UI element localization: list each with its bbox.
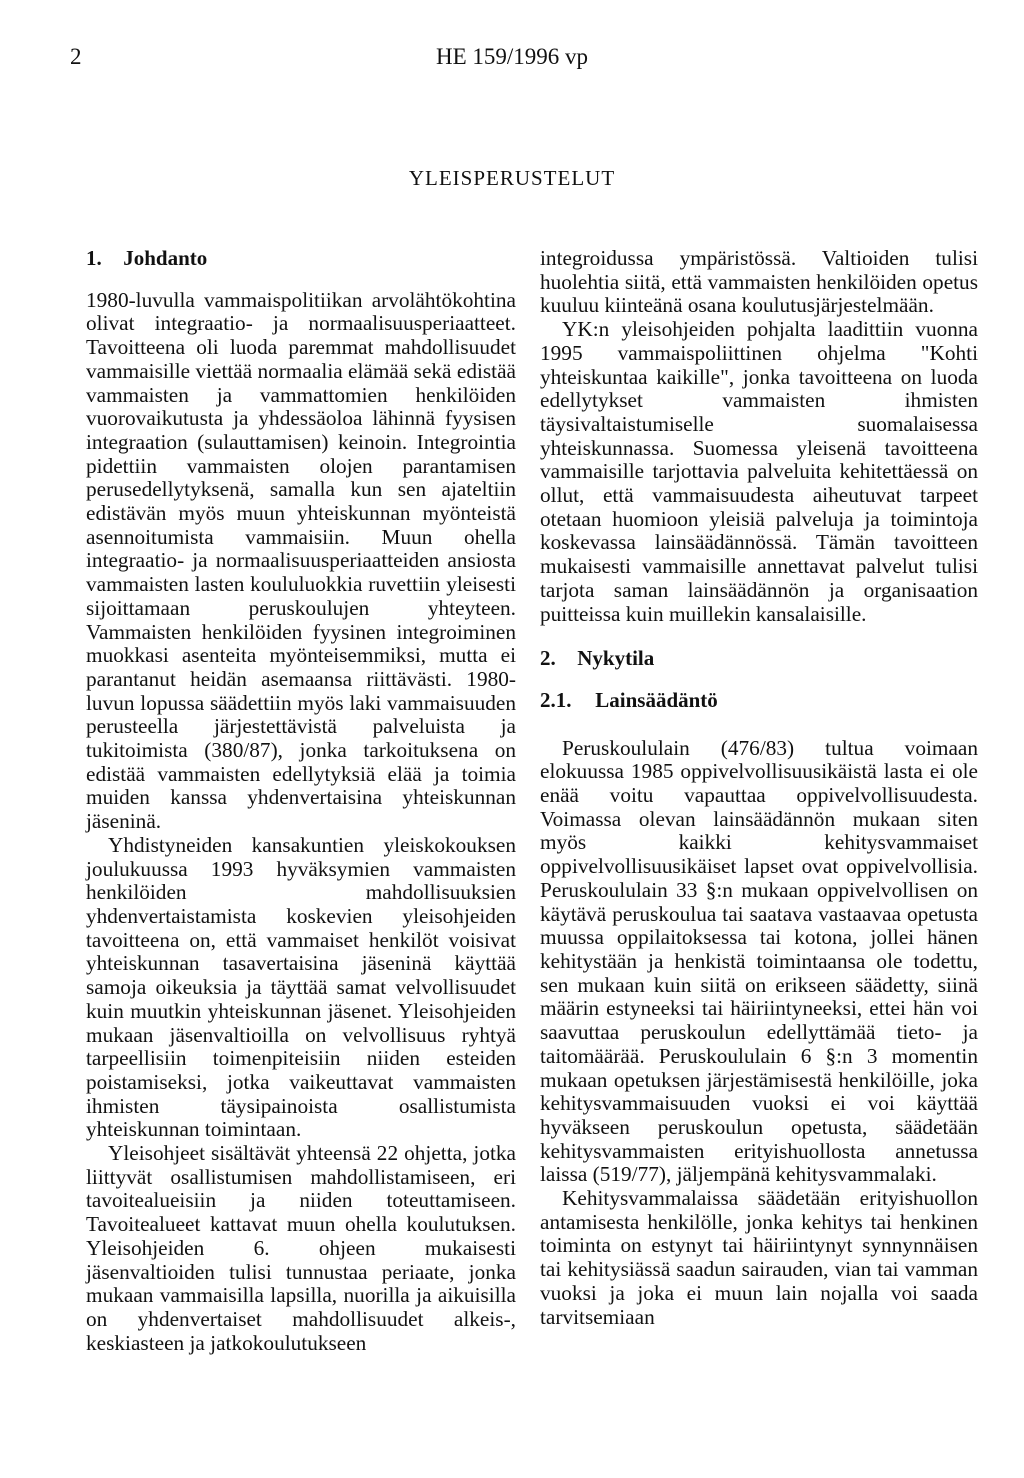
document-id: HE 159/1996 vp bbox=[435, 44, 589, 69]
paragraph: integroidussa ympäristössä. Valtioiden tulisi huolehtia siitä, että vammaisten henkilöiden opetus kuuluu kiinteänä osana koulutusjärjestelmään. bbox=[540, 246, 978, 318]
heading-lainsaadanto bbox=[540, 689, 978, 713]
heading-text: Johdanto bbox=[123, 246, 208, 270]
heading-text: Lainsäädäntö bbox=[595, 687, 718, 712]
heading-number: 2.1. bbox=[540, 687, 572, 712]
paragraph: Yleisohjeet sisältävät yhteensä 22 ohjetta, jotka liittyvät osallistumisen mahdollistamiseen, eri tavoitealueisiin ja niiden toteuttamiseen. Tavoitealueet kattavat muun ohella koulutuksen. Yleisohjeiden 6. ohjeen mukaisesti jäsenvaltioiden tulisi tunnustaa periaate, jonka mukaan vammaisilla lapsilla, nuorilla ja aikuisilla on yhdenvertaiset mahdollisuudet alkeis-, keskiasteen ja jatkokoulutukseen bbox=[86, 1141, 516, 1355]
heading-nykytila bbox=[540, 647, 978, 671]
paragraph: YK:n yleisohjeiden pohjalta laadittiin vuonna 1995 vammaispoliittinen ohjelma "Kohti yhteiskuntaa kaikille", jonka tavoitteena on luoda edellytykset vammaisten ihmisten täysivaltaistumiselle suomalaisessa yhteiskunnassa. Suomessa yleisenä tavoitteena vammaisille tarjottavia palveluita kehitettäessä on ollut, että vammaisuudesta aiheutuvat tarpeet otetaan huomioon yleisiä palveluja ja toimintoja koskevassa lainsäädännössä. Tämän tavoitteen mukaisesti vammaisille annettavat palvelut tulisi tarjota saman lainsäädännön ja organisaation puitteissa kuin muillekin kansalaisille. bbox=[540, 317, 978, 626]
heading-number: 2. bbox=[540, 646, 556, 671]
paragraph: Peruskoululain (476/83) tultua voimaan elokuussa 1985 oppivelvollisuusikäistä lasta ei ole enää voitu vapauttaa oppivelvollisuudesta. Voimassa olevan lainsäädännön mukaan siten myös kaikki kehitysvammaiset oppivelvollisuusikäiset lapset ovat oppivelvollisia. Peruskoululain 33 §:n mukaan oppivelvollisen on käytävä peruskoulua tai saatava vastaavaa opetusta muussa oppilaitoksessa tai kotona, jollei hänen kehitystään ja henkistä toimintaansa ole todettu, sen mukaan kuin siitä on erikseen säädetty, siinä määrin estyneeksi tai häiriintyneeksi, ettei hän voi saavuttaa peruskoulun edellyttämää tieto- ja taitomäärää. Peruskoululain 6 §:n 3 momentin mukaan opetuksen järjestämisestä henkilöille, joka kehitysvammaisuuden vuoksi ei voi käyttää hyväkseen peruskoulun opetusta, säädetään kehitysvammaisten erityishuollosta annetussa laissa (519/77), jäljempänä kehitysvammalaki. bbox=[540, 735, 978, 1187]
heading-number: 1. bbox=[86, 246, 102, 270]
page-number: 2 bbox=[70, 44, 82, 69]
paragraph: 1980-luvulla vammaispolitiikan arvolähtökohtina olivat integraatio- ja normaalisuusperiaatteet. Tavoitteena oli luoda paremmat mahdollisuudet vammaisille viettää normaalia elämää sekä edistää vammaisten ja vammattomien henkilöiden vuorovaikutusta ja yhdessäoloa lähinnä fyysisen integraation (sulauttamisen) keinoin. Integrointia pidettiin vammaisten olojen parantamisen perusedellytyksenä, samalla kun sen ajateltiin edistävän myös muun yhteiskunnan myönteistä asennoitumista vammaisiin. Muun ohella integraatio- ja normaalisuusperiaatteiden ansiosta vammaisten lasten koululuokkia ruvettiin yleisesti sijoittamaan peruskoulujen yhteyteen. Vammaisten henkilöiden fyysinen integroiminen muokkasi asenteita myönteisemmiksi, mutta ei parantanut heidän asemaansa riittävästi. 1980-luvun lopussa säädettiin myös laki vammaisuuden perusteella järjestettävistä palveluista ja tukitoimista (380/87), jonka tarkoituksena on edistää vammaisten edellytyksiä elää ja toimia muiden kanssa yhdenvertaisina yhteiskunnan jäseninä. bbox=[86, 287, 516, 834]
paragraph: Yhdistyneiden kansakuntien yleiskokouksen joulukuussa 1993 hyväksymien vammaisten henkilöiden mahdollisuuksien yhdenvertaistamista koskevien yleisohjeiden tavoitteena on, että vammaiset henkilöt voisivat yhteiskunnan tasavertaisina jäseninä käyttää samoja oikeuksia ja täyttää samat velvollisuudet kuin muutkin yhteiskunnan jäsenet. Yleisohjeiden mukaan jäsenvaltioilla on velvollisuus ryhtyä tarpeellisiin toimenpiteisiin niiden esteiden poistamiseksi, jotka vaikeuttavat vammaisten ihmisten täysipainoista osallistumista yhteiskunnan toimintaan. bbox=[86, 832, 516, 1142]
section-title: YLEISPERUSTELUT bbox=[408, 166, 616, 190]
heading-text: Nykytila bbox=[577, 646, 655, 671]
left-column bbox=[86, 247, 516, 1355]
paragraph: Kehitysvammalaissa säädetään erityishuollon antamisesta henkilölle, jonka kehitys tai henkinen toiminta on estynyt tai häiriintynyt synnynnäisen tai kehitysiässä saadun sairauden, vian tai vamman vuoksi ja joka ei muun lain nojalla voi saada tarvitsemiaan bbox=[540, 1186, 978, 1329]
heading-johdanto bbox=[86, 247, 516, 271]
right-column bbox=[540, 247, 978, 1329]
